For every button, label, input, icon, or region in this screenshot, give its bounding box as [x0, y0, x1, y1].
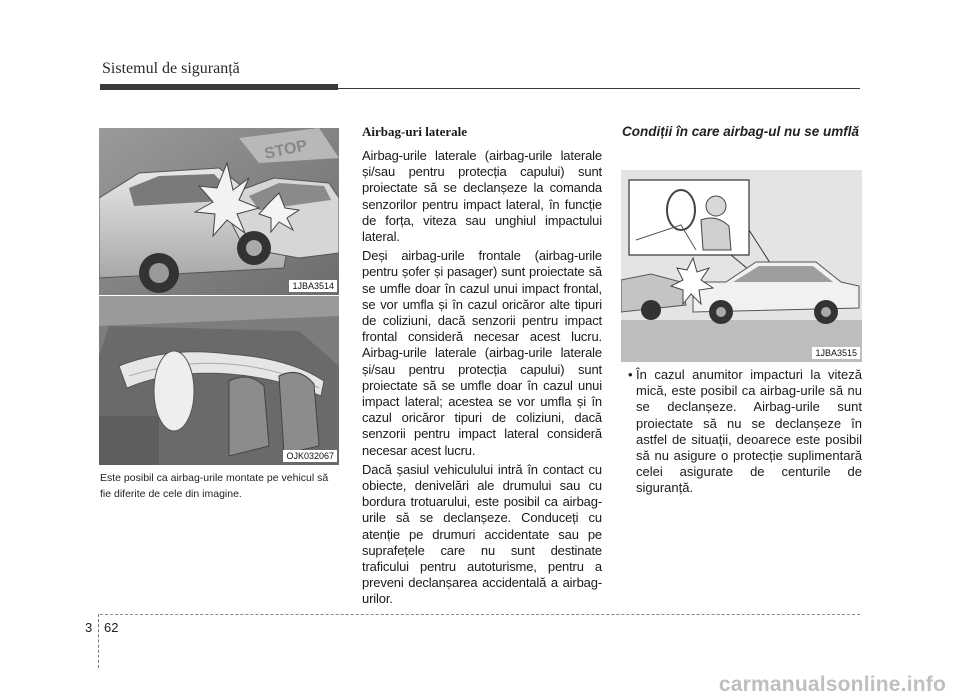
header-bar: [100, 84, 338, 90]
svg-text:STOP: STOP: [262, 137, 309, 163]
curtain-airbag-illustration: [99, 296, 339, 465]
bullet-item: [622, 367, 862, 497]
side-airbags-section: [362, 124, 602, 611]
low-speed-collision-illustration: [621, 170, 862, 362]
page-number: 62: [104, 620, 119, 635]
figure-code: OJK032067: [283, 450, 337, 462]
figure-caption: Este posibil ca airbag-urile montate pe vehicul să fie diferite de cele din imagine.: [100, 472, 329, 500]
section-title: Sistemul de siguranță: [102, 60, 240, 77]
header-rule: [338, 88, 860, 89]
site-watermark: carmanualsonline.info: [718, 673, 946, 696]
chapter-number: 3: [85, 620, 93, 635]
figure-code: 1JBA3514: [289, 280, 337, 292]
paragraph: Deși airbag-urile frontale (airbag-urile pentru șofer și pasager) sunt proiectate să se umfle doar în cazul unui impact frontal, se vor umfla și în cazul oricăror alte tipuri de coliziuni, dacă senzorii pentru impact frontal consideră necesar acest lucru. Airbag-urile laterale (airbag-urile laterale și/sau pentru protecția capului) sunt proiectate să se umfle doar în cazul unui impact lateral; acestea se vor umfla și în cazul oricăror tipuri de coliziuni, dacă senzorii pentru impact lateral consideră necesar acest lucru.: [362, 248, 602, 458]
figure-code: 1JBA3515: [812, 347, 860, 359]
section-heading: Condiții în care airbag-ul nu se umflă: [622, 124, 860, 139]
bullet-symbol: •: [628, 367, 633, 382]
non-inflation-section: [622, 124, 862, 140]
footer-rule: [100, 614, 860, 615]
section-heading: Airbag-uri laterale: [362, 124, 468, 139]
bullet-text: În cazul anumitor impacturi la viteză mică, este posibil ca airbag-urile să nu se declanșeze. Airbag-urile sunt proiectate să nu se declanșeze în astfel de situații, deoarece este posibil să nu asigure o protecție suplimentară celei asigurate de centurile de siguranță.: [636, 367, 862, 496]
footer-divider: [98, 614, 99, 668]
paragraph: Dacă șasiul vehiculului intră în contact cu obiecte, denivelări ale drumului sau cu bordura trotuarului, este posibil ca airbag-urile să se declanșeze. Conduceți cu atenție pe drumuri accidentate sau pe suprafețele care nu sunt destinate traficului pentru autoturisme, pentru a preveni declanșarea accidentală a airbag-urilor.: [362, 461, 602, 607]
paragraph: Airbag-urile laterale (airbag-urile laterale și/sau pentru protecția capului) sunt proiectate să se declanșeze la comanda senzorilor pentru impact lateral, în funcție de forța, viteza sau unghiul impactului lateral.: [362, 148, 602, 245]
side-impact-illustration: [99, 128, 339, 295]
